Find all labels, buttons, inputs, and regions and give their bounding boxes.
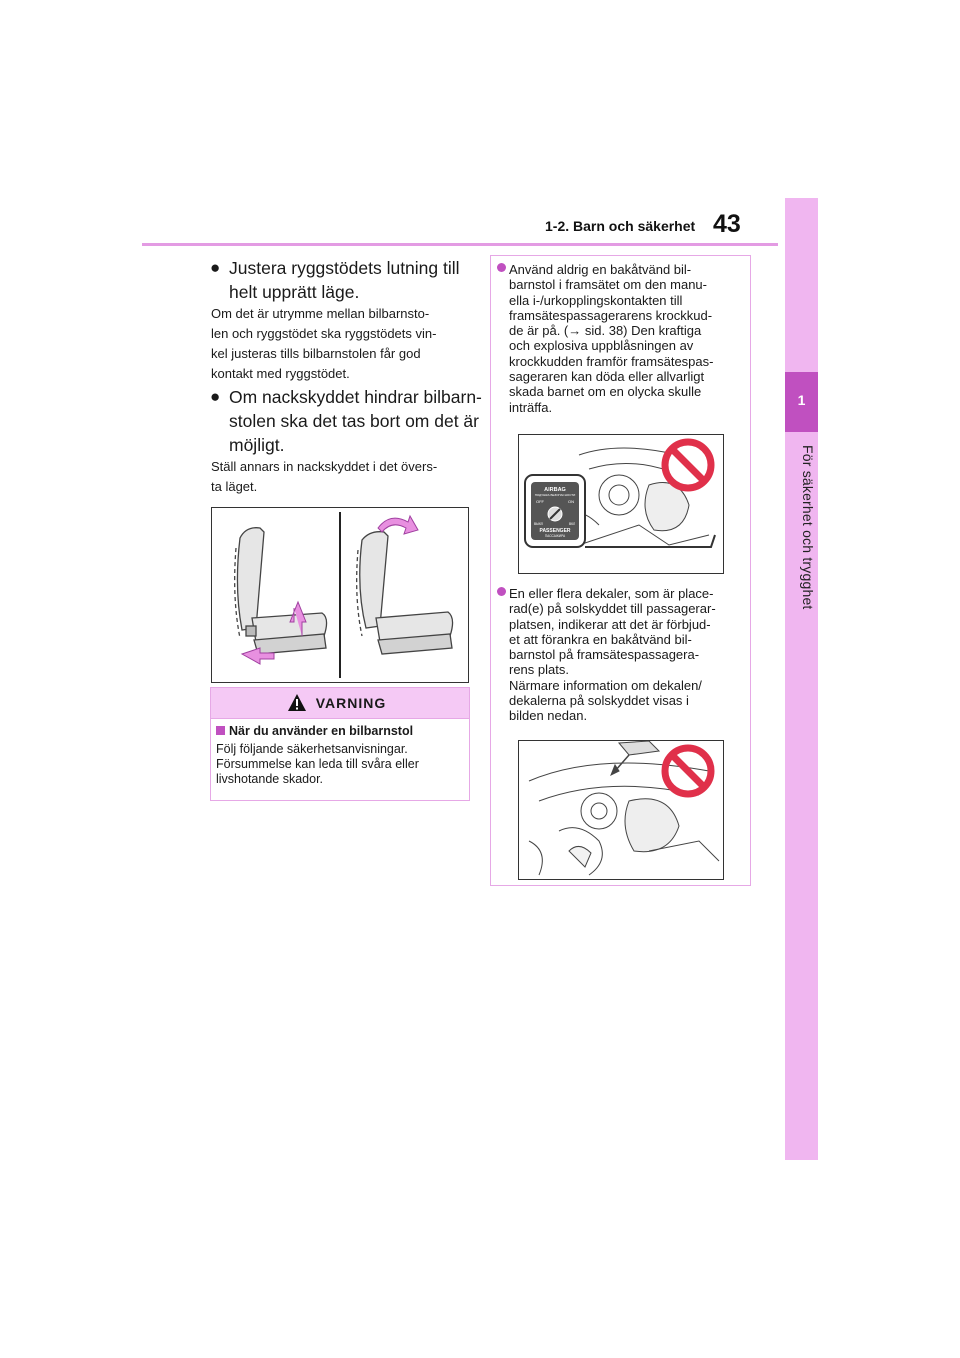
right-line: och explosiva uppblåsningen av (509, 338, 694, 354)
side-chapter-tab (785, 198, 818, 1160)
chapter-number: 1 (797, 392, 806, 408)
right-line: rad(e) på solskyddet till passagerar- (509, 601, 716, 617)
warning-box (210, 687, 470, 801)
warning-line: Försummelse kan leda till svåra eller (216, 757, 419, 771)
right-line: krockkudden framför framsätespas- (509, 353, 714, 369)
bullet-dot-icon (497, 587, 506, 596)
prohibition-icon (665, 748, 711, 794)
switch-airbag-label: AIRBAG (544, 487, 566, 493)
right-line: Använd aldrig en bakåtvänd bil- (509, 262, 692, 277)
seat-adjustment-figure (211, 507, 469, 683)
seat-right (357, 532, 453, 654)
page-number: 43 (713, 210, 741, 238)
bullet-dot-icon: ● (210, 258, 221, 277)
body-line: ta läget. (211, 479, 258, 494)
chapter-title: För säkerhet och trygghet (800, 445, 816, 610)
bullet-heading (210, 385, 482, 457)
bullet-heading-line: Om nackskyddet hindrar bilbarn- (229, 387, 482, 407)
bullet-heading-line: Justera ryggstödets lutning till (229, 258, 460, 278)
bullet-body (211, 457, 473, 497)
body-line: len och ryggstödet ska ryggstödets vin- (211, 326, 437, 341)
switch-on-cyr: ВКЛ (569, 522, 576, 526)
right-line: platsen, indikerar att det är förbjud- (509, 616, 711, 632)
right-line: framsätespassagerarens krockkud- (509, 307, 713, 323)
switch-passenger-label: PASSENGER (539, 528, 571, 534)
switch-cyrillic-top: ПОДУШКА БЕЗОПАСНОСТИ (534, 493, 576, 497)
seat-illustration (212, 508, 468, 682)
right-bullet-2 (509, 586, 745, 724)
bullet-heading-line: stolen ska det tas bort om det är (229, 411, 479, 431)
sun-visor-illustration (519, 741, 723, 879)
body-line: Om det är utrymme mellan bilbarnsto- (211, 306, 430, 321)
right-line: et att förankra en bakåtvänd bil- (509, 631, 692, 647)
warning-text (216, 742, 464, 787)
warning-line: livshotande skador. (216, 772, 324, 786)
seat-left (235, 528, 327, 654)
warning-subheading (216, 724, 413, 738)
airbag-switch-figure (518, 434, 724, 574)
body-line: Ställ annars in nackskyddet i det övers- (211, 459, 438, 474)
bullet-heading-line: helt upprätt läge. (229, 282, 360, 302)
bullet-body (211, 304, 473, 384)
prohibition-icon (665, 442, 711, 488)
header-rule (142, 243, 778, 246)
sun-visor-figure (518, 740, 724, 880)
right-line: bilden nedan. (509, 708, 588, 724)
right-line: rens plats. (509, 662, 569, 678)
bullet-dot-icon: ● (210, 387, 221, 406)
switch-cyrillic-bottom: ПАССАЖИРА (544, 534, 566, 538)
right-bullet-1 (509, 262, 745, 415)
body-line: kel justeras tills bilbarnstolen får god (211, 346, 421, 361)
right-line: barnstol på framsätespassagera- (509, 647, 700, 663)
right-line: de är på. (→ sid. 38) Den kraftiga (509, 323, 702, 339)
switch-on-label: ON (568, 499, 574, 504)
section-title: 1-2. Barn och säkerhet (545, 218, 696, 234)
switch-off-cyr: ВЫКЛ (534, 522, 543, 526)
right-line: En eller flera dekaler, som är place- (509, 586, 714, 601)
right-line: inträffa. (509, 399, 553, 415)
right-line: skada barnet om en olycka skulle (509, 384, 702, 400)
bullet-heading-line: möjligt. (229, 435, 285, 455)
warning-line: Följ följande säkerhetsanvisningar. (216, 742, 408, 756)
square-bullet-icon (216, 726, 225, 735)
right-line: sageraren kan döda eller allvarligt (509, 369, 705, 385)
right-line: dekalerna på solskyddet visas i (509, 693, 689, 709)
bullet-heading (210, 256, 460, 304)
bullet-dot-icon (497, 263, 506, 272)
right-line: ella i-/urkopplingskontakten till (509, 292, 683, 308)
switch-off-label: OFF (536, 499, 544, 504)
airbag-dashboard-illustration (519, 435, 723, 573)
right-line: barnstol i framsätet om den manu- (509, 277, 707, 293)
warning-subheading-text: När du använder en bilbarnstol (229, 724, 414, 738)
right-line: Närmare information om dekalen/ (509, 677, 702, 693)
body-line: kontakt med ryggstödet. (211, 366, 350, 381)
warning-title: VARNING (315, 695, 387, 711)
